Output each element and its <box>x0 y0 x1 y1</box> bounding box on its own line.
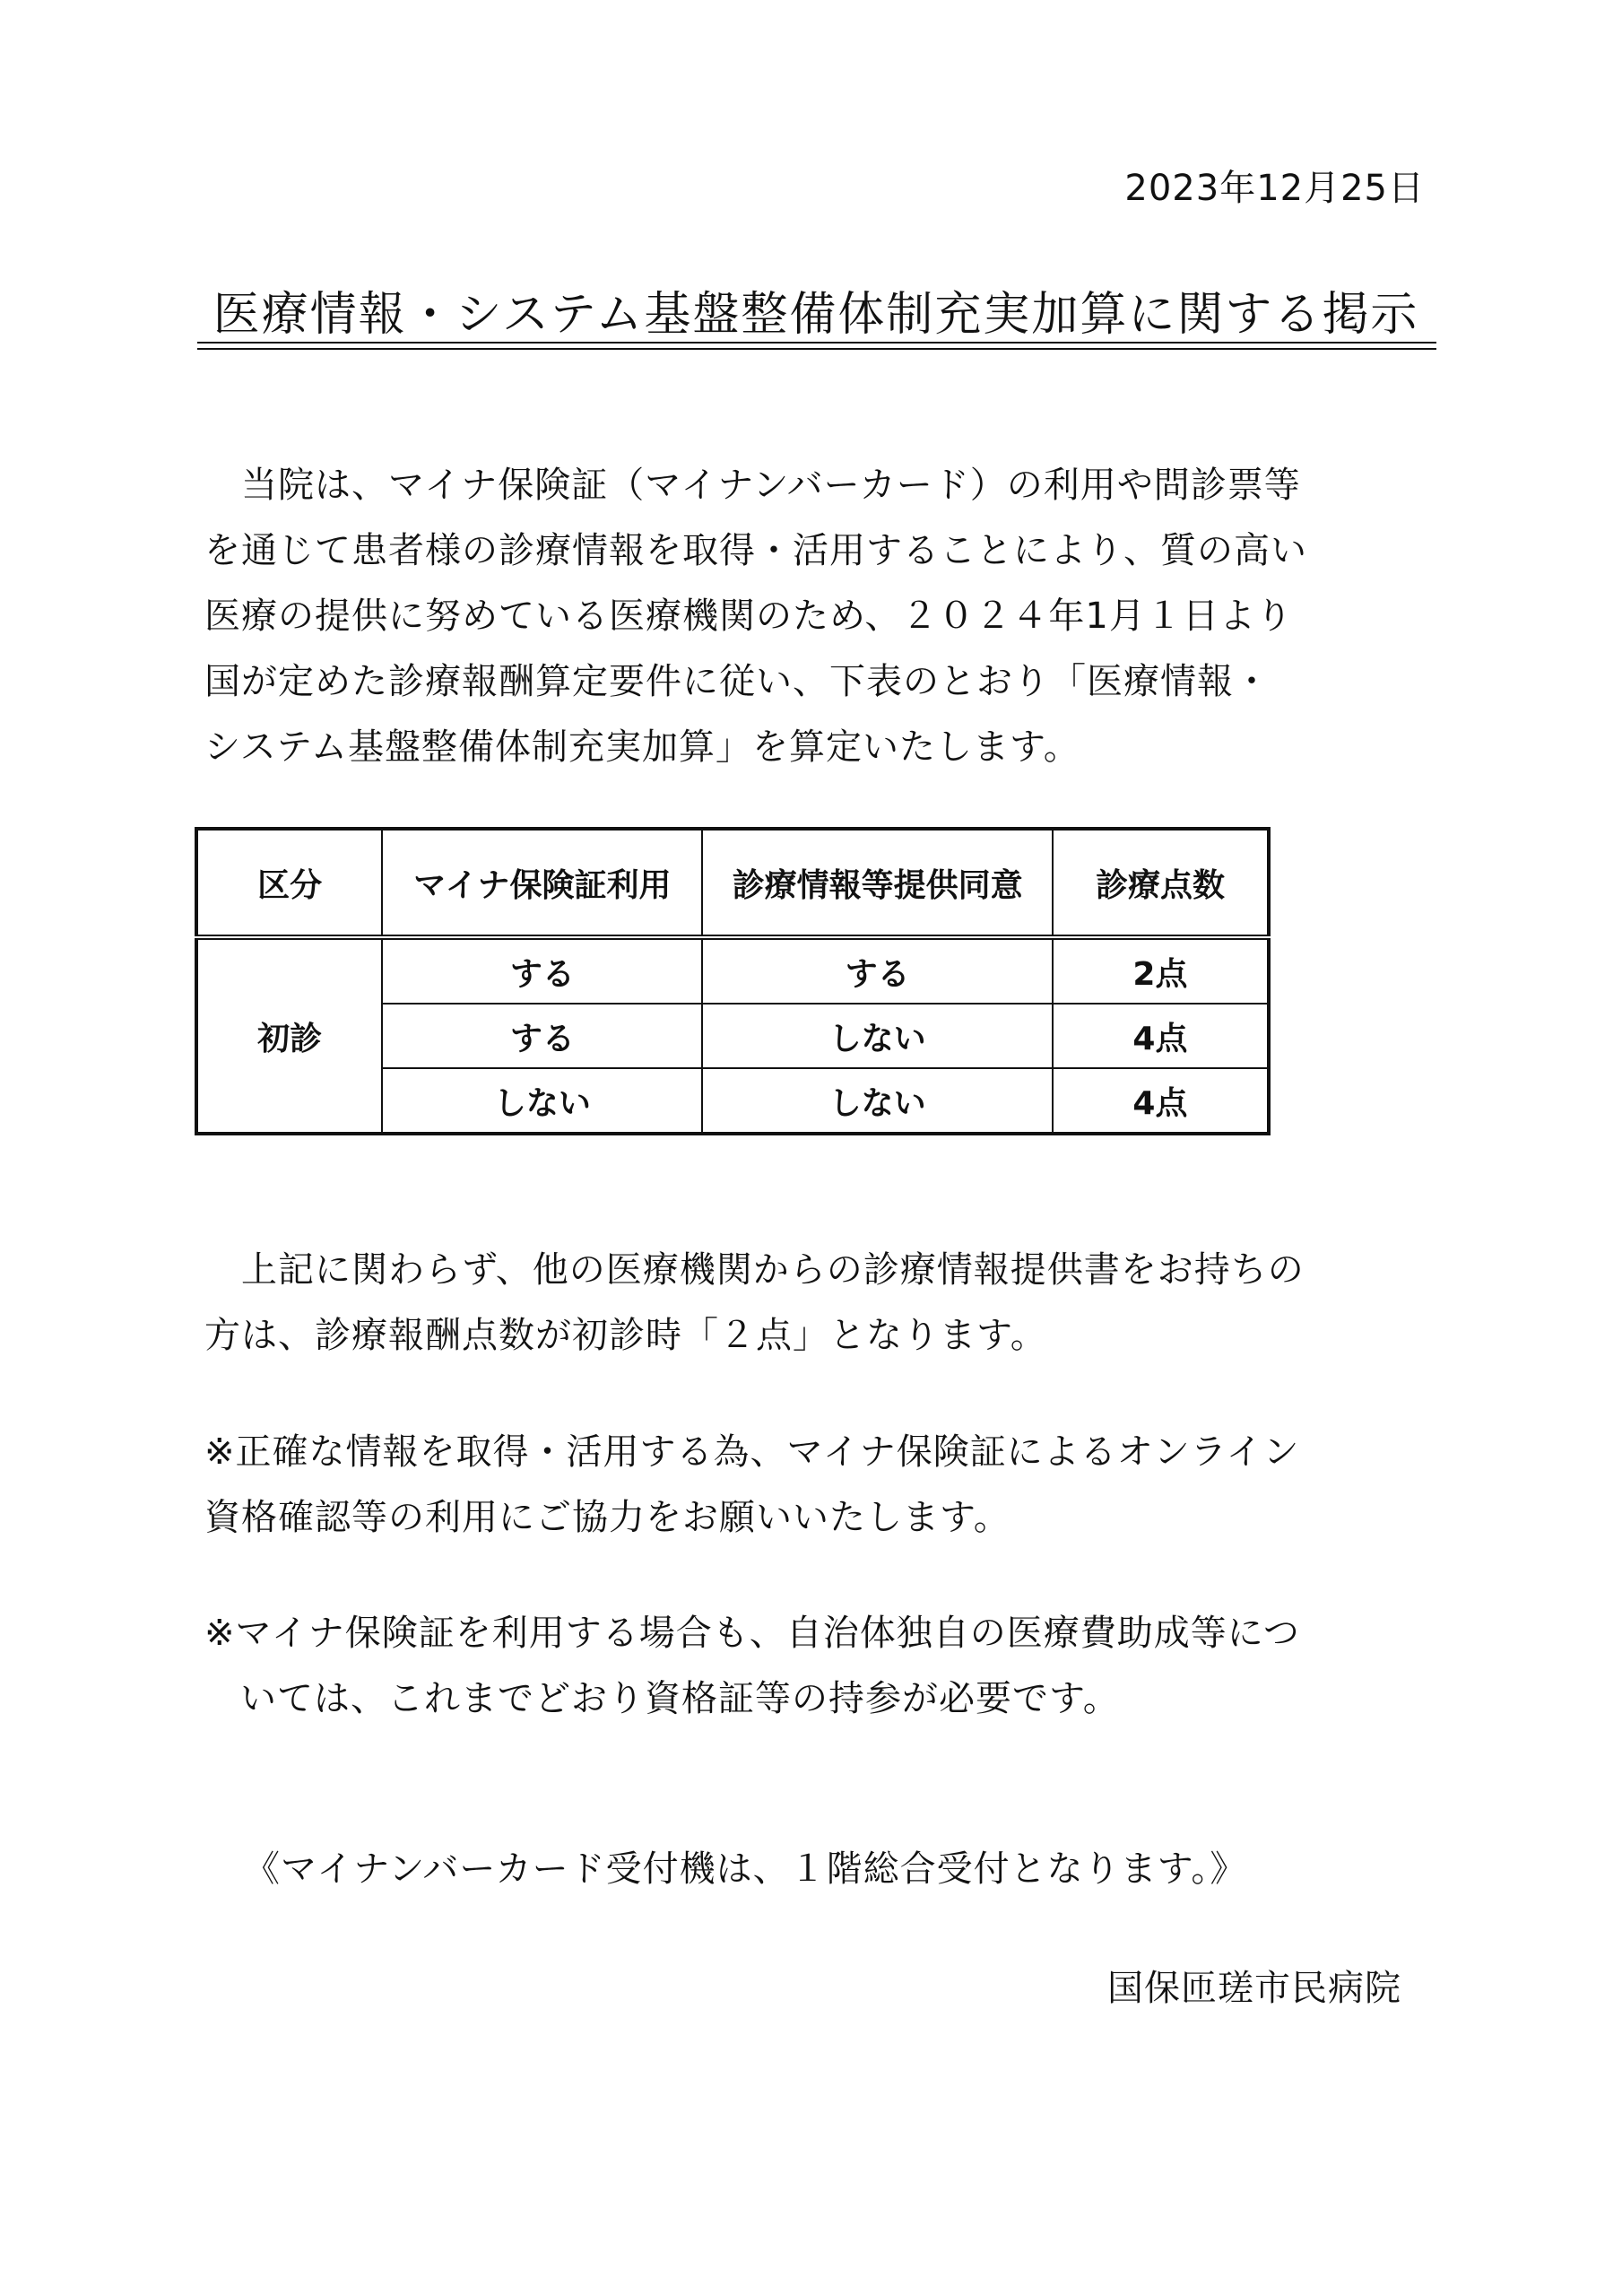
fee-table <box>195 827 1271 1135</box>
subsidy-paragraph <box>204 1601 1460 1732</box>
title-double-rule <box>197 342 1436 350</box>
table-header-row <box>196 829 1269 937</box>
online-line: 資格確認等の利用にご協力をお願いいたします。 <box>204 1497 1010 1538</box>
intro-line: システム基盤整備体制充実加算」を算定いたします。 <box>204 726 1080 768</box>
intro-line: 国が定めた診療報酬算定要件に従い、下表のとおり「医療情報・ <box>204 661 1271 702</box>
intro-line: を通じて患者様の診療情報を取得・活用することにより、質の高い <box>204 530 1307 571</box>
table-cell: しない <box>702 1004 1053 1068</box>
table-cell: しない <box>382 1068 702 1134</box>
table-cell: する <box>702 937 1053 1004</box>
table-cell: 2点 <box>1053 937 1269 1004</box>
table-cell: する <box>382 1004 702 1068</box>
note-line: 上記に関わらず、他の医療機関からの診療情報提供書をお持ちの <box>204 1249 1305 1291</box>
online-verification-paragraph <box>204 1420 1460 1551</box>
subsidy-line: ※マイナ保険証を利用する場合も、自治体独自の医療費助成等につ <box>204 1613 1300 1654</box>
table-cell: する <box>382 937 702 1004</box>
category-cell: 初診 <box>196 937 382 1134</box>
table-cell: しない <box>702 1068 1053 1134</box>
header-points: 診療点数 <box>1053 829 1269 937</box>
header-category: 区分 <box>196 829 382 937</box>
page-title: 医療情報・システム基盤整備体制充実加算に関する掲示 <box>213 288 1419 342</box>
header-my-number-use: マイナ保険証利用 <box>382 829 702 937</box>
hospital-name: 国保匝瑳市民病院 <box>1107 1968 1401 2009</box>
document-date: 2023年12月25日 <box>1124 168 1425 209</box>
header-info-consent: 診療情報等提供同意 <box>702 829 1053 937</box>
referral-note-paragraph <box>204 1238 1460 1369</box>
intro-line: 当院は、マイナ保険証（マイナンバーカード）の利用や問診票等 <box>204 465 1301 506</box>
table-cell: 4点 <box>1053 1068 1269 1134</box>
table-row <box>196 937 1269 1004</box>
intro-line: 医療の提供に努めている医療機関のため、２０２４年1月１日より <box>204 596 1293 637</box>
note-line: 方は、診療報酬点数が初診時「２点」となります。 <box>204 1315 1047 1356</box>
intro-paragraph <box>204 453 1460 780</box>
subsidy-line: いては、これまでどおり資格証等の持参が必要です。 <box>240 1678 1120 1719</box>
online-line: ※正確な情報を取得・活用する為、マイナ保険証によるオンライン <box>204 1431 1300 1473</box>
reception-notice: 《マイナンバーカード受付機は、１階総合受付となります。》 <box>244 1848 1247 1890</box>
table-cell: 4点 <box>1053 1004 1269 1068</box>
